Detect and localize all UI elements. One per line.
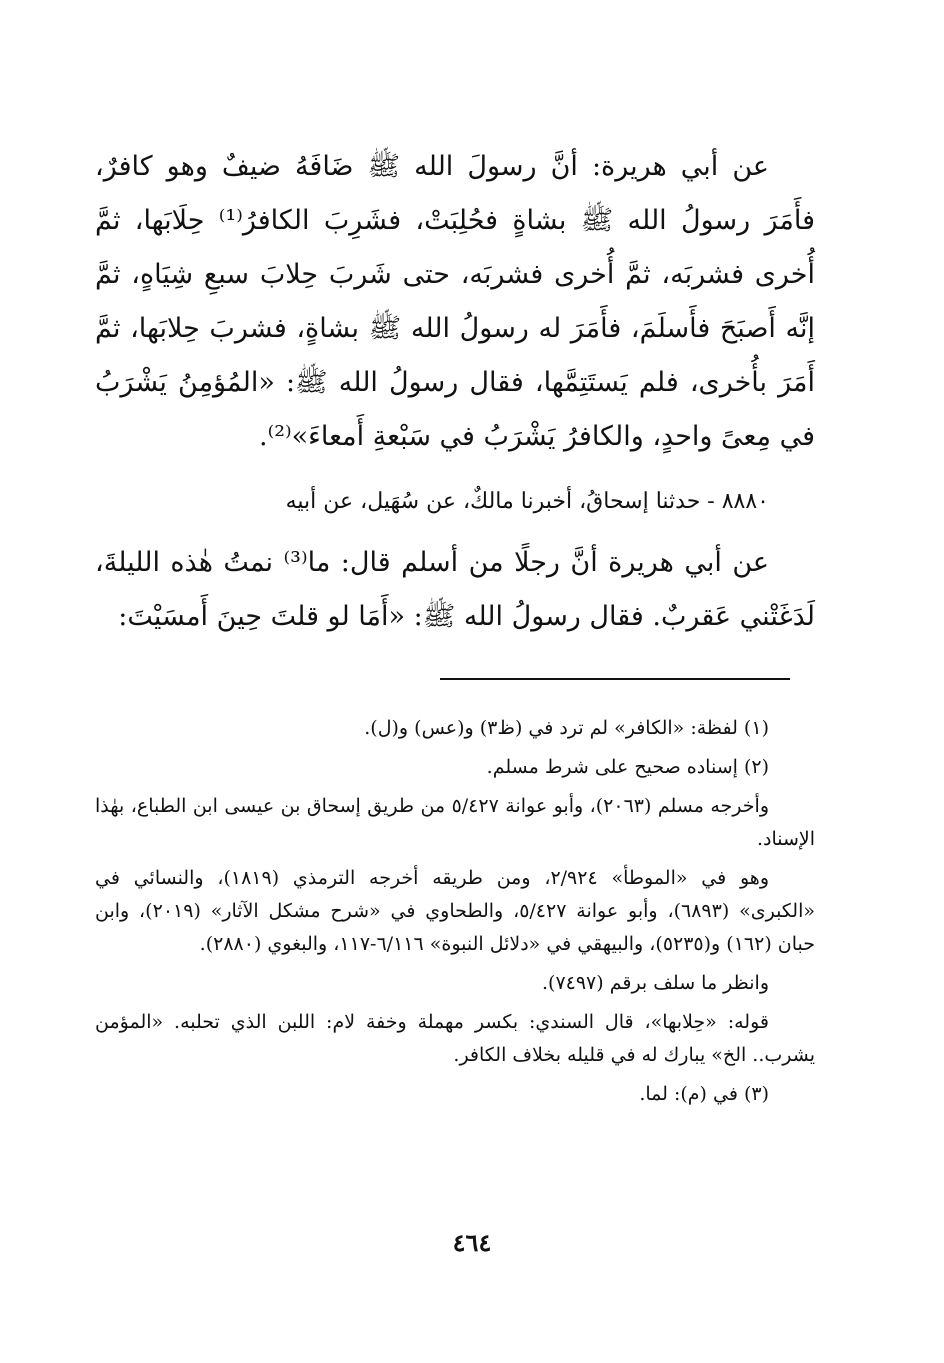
footnote-line: وهو في «الموطأ» ٢/٩٢٤، ومن طريقه أخرجه الترمذي (١٨١٩)، والنسائي في «الكبرى» (٦٨٩٣)، وأبو عوانة ٥/٤٢٧، والطحاوي في «شرح مشكل الآثار» (٢٠١٩)، وابن حبان (١٦٢) و(٥٢٣٥)، والبيهقي في «دلائل النبوة» ٦/١١٦-١١٧، والبغوي (٢٨٨٠). <box>95 867 815 955</box>
footnote-line: وانظر ما سلف برقم (٧٤٩٧). <box>541 972 769 994</box>
footnote-line: وأخرجه مسلم (٢٠٦٣)، وأبو عوانة ٥/٤٢٧ من طريق إسحاق بن عيسى ابن الطباع، بهٰذا الإسناد. <box>95 795 815 850</box>
main-text <box>95 140 815 644</box>
hadith-chain-heading: ٨٨٨٠ - حدثنا إسحاقُ، أخبرنا مالكٌ، عن سُهَيل، عن أبيه <box>285 489 769 514</box>
hadith-paragraph-2: عن أبي هريرة أنَّ رجلًا من أسلم قال: ما⁽³⁾ نمتُ هٰذه الليلةَ، لَدَغَتْني عَقربٌ. فقال رسولُ الله ﷺ: «أَمَا لو قلتَ حِينَ أَمسَيْتَ: <box>95 547 815 632</box>
page-number: ٤٦٤ <box>452 1228 492 1257</box>
footnote-line: (١) لفظة: «الكافر» لم ترد في (ظ٣) و(عس) و(ل). <box>364 717 769 739</box>
footnote-line: (٣) في (م): لما. <box>639 1083 769 1105</box>
hadith-paragraph-1: عن أبي هريرة: أنَّ رسولَ الله ﷺ ضَافَهُ ضيفٌ وهو كافرٌ، فأَمَرَ رسولُ الله ﷺ بشاةٍ فحُلِبَتْ، فشَرِبَ الكافرُ⁽¹⁾ حِلَابَها، ثمَّ أُخرى فشربَه، ثمَّ أُخرى فشربَه، حتى شَربَ حِلابَ سبعِ شِيَاهٍ، ثمَّ إنَّه أَصبَحَ فأَسلَمَ، فأَمَرَ له رسولُ الله ﷺ بشاةٍ، فشربَ حِلابَها، ثمَّ أَمَرَ بأُخرى، فلم يَستَتِمَّها، فقال رسولُ الله ﷺ: «المُؤمِنُ يَشْرَبُ في مِعىً واحدٍ، والكافرُ يَشْرَبُ في سَبْعةِ أَمعاءَ»⁽²⁾. <box>95 151 815 452</box>
footnotes <box>95 712 815 1117</box>
footnote-line: قوله: «حِلابها»، قال السندي: بكسر مهملة وخفة لام: اللبن الذي تحلبه. «المؤمن يشرب.. الخ» يبارك له في قليله بخلاف الكافر. <box>95 1011 815 1066</box>
footnote-separator <box>440 678 790 680</box>
footnote-line: (٢) إسناده صحيح على شرط مسلم. <box>486 756 769 778</box>
